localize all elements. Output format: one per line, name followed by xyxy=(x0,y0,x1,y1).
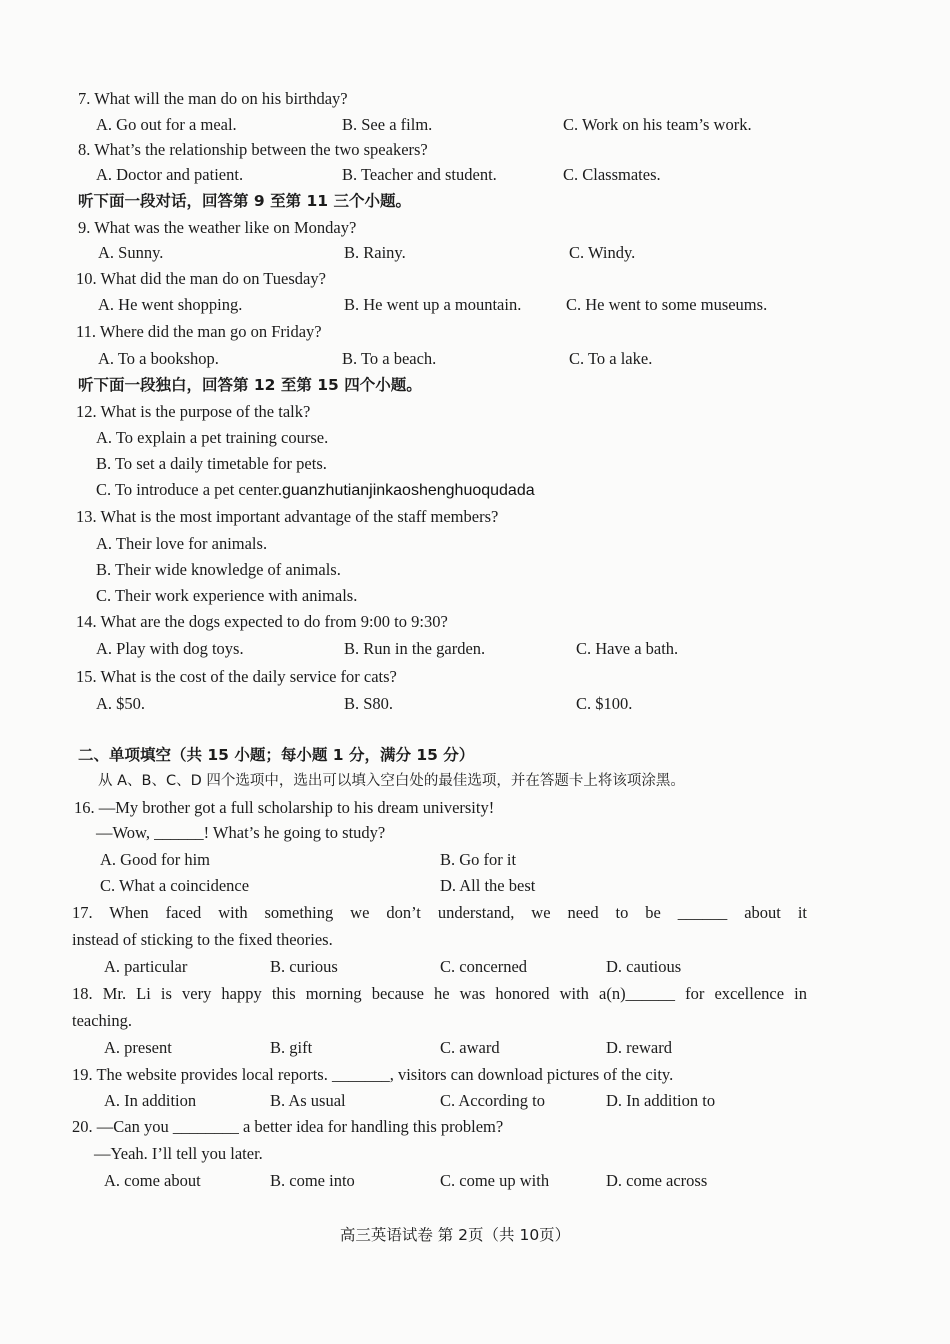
q19-option-b: B. As usual xyxy=(270,1091,346,1110)
q20-line2: —Yeah. I’ll tell you later. xyxy=(94,1144,263,1163)
q17-option-b: B. curious xyxy=(270,957,338,976)
q11-option-b: B. To a beach. xyxy=(342,349,437,368)
q19-option-a: A. In addition xyxy=(104,1091,197,1110)
q12-option-c-text: C. To introduce a pet center. xyxy=(96,480,282,499)
q15-stem: 15. What is the cost of the daily service for cats? xyxy=(76,667,397,686)
q12-option-c xyxy=(96,480,535,501)
q16-option-b: B. Go for it xyxy=(440,850,517,869)
q17-line2: instead of sticking to the fixed theories. xyxy=(72,930,333,949)
q13-option-c: C. Their work experience with animals. xyxy=(96,586,358,605)
q16-option-d: D. All the best xyxy=(440,876,536,895)
q14-stem: 14. What are the dogs expected to do from 9:00 to 9:30? xyxy=(76,612,448,631)
q15-option-c: C. $100. xyxy=(576,694,633,713)
watermark-text: guanzhutianjinkaoshenghuoqudada xyxy=(281,482,535,499)
q19-line1: 19. The website provides local reports. _______, visitors can download pictures of the city. xyxy=(72,1065,674,1084)
q18-line1: 18. Mr. Li is very happy this morning because he was honored with a(n)______ for excellence in xyxy=(72,984,807,1003)
q14-option-c: C. Have a bath. xyxy=(576,639,679,658)
q9-option-c: C. Windy. xyxy=(569,243,636,262)
q12-option-b: B. To set a daily timetable for pets. xyxy=(96,454,327,473)
q7-option-c: C. Work on his team’s work. xyxy=(563,115,752,134)
q20-line1: 20. —Can you ________ a better idea for handling this problem? xyxy=(72,1117,504,1136)
q10-option-b: B. He went up a mountain. xyxy=(344,295,522,314)
q14-option-a: A. Play with dog toys. xyxy=(96,639,244,658)
q16-line2: —Wow, ______! What’s he going to study? xyxy=(96,823,386,842)
page-footer: 高三英语试卷 第 2页（共 10页） xyxy=(339,1226,571,1244)
q20-option-d: D. come across xyxy=(606,1171,708,1190)
q15-option-b: B. S80. xyxy=(344,694,394,713)
q17-option-c: C. concerned xyxy=(440,957,528,976)
q9-option-b: B. Rainy. xyxy=(344,243,406,262)
q18-option-a: A. present xyxy=(104,1038,172,1057)
q7-stem: 7. What will the man do on his birthday? xyxy=(78,89,348,108)
q20-option-b: B. come into xyxy=(270,1171,355,1190)
q18-option-d: D. reward xyxy=(606,1038,672,1057)
q8-option-a: A. Doctor and patient. xyxy=(96,165,244,184)
instruction-9-11: 听下面一段对话，回答第 9 至第 11 三个小题。 xyxy=(78,192,411,210)
q15-option-a: A. $50. xyxy=(96,694,146,713)
q13-stem: 13. What is the most important advantage of the staff members? xyxy=(76,507,499,526)
section2-title: 二、单项填空（共 15 小题；每小题 1 分，满分 15 分） xyxy=(78,746,475,764)
q8-option-c: C. Classmates. xyxy=(563,165,661,184)
q16-line1: 16. —My brother got a full scholarship to his dream university! xyxy=(74,798,495,817)
q10-option-c: C. He went to some museums. xyxy=(566,295,768,314)
q9-stem: 9. What was the weather like on Monday? xyxy=(78,218,357,237)
q20-option-c: C. come up with xyxy=(440,1171,550,1190)
q17-option-d: D. cautious xyxy=(606,957,682,976)
q11-stem: 11. Where did the man go on Friday? xyxy=(76,322,322,341)
q12-stem: 12. What is the purpose of the talk? xyxy=(76,402,311,421)
q10-option-a: A. He went shopping. xyxy=(98,295,243,314)
q7-option-a: A. Go out for a meal. xyxy=(96,115,237,134)
q16-option-c: C. What a coincidence xyxy=(100,876,250,895)
q14-option-b: B. Run in the garden. xyxy=(344,639,486,658)
q17-option-a: A. particular xyxy=(104,957,188,976)
q19-option-d: D. In addition to xyxy=(606,1091,716,1110)
q18-option-c: C. award xyxy=(440,1038,500,1057)
q13-option-b: B. Their wide knowledge of animals. xyxy=(96,560,341,579)
q9-option-a: A. Sunny. xyxy=(98,243,164,262)
q7-option-b: B. See a film. xyxy=(342,115,433,134)
q18-option-b: B. gift xyxy=(270,1038,313,1057)
section2-instruction: 从 A、B、C、D 四个选项中，选出可以填入空白处的最佳选项，并在答题卡上将该项涂黑。 xyxy=(98,773,685,789)
q18-line2: teaching. xyxy=(72,1011,133,1030)
q8-option-b: B. Teacher and student. xyxy=(342,165,497,184)
instruction-12-15: 听下面一段独白，回答第 12 至第 15 四个小题。 xyxy=(78,376,422,394)
q11-option-a: A. To a bookshop. xyxy=(98,349,219,368)
q12-option-a: A. To explain a pet training course. xyxy=(96,428,329,447)
q16-option-a: A. Good for him xyxy=(100,850,210,869)
q13-option-a: A. Their love for animals. xyxy=(96,534,268,553)
q10-stem: 10. What did the man do on Tuesday? xyxy=(76,269,326,288)
q17-line1: 17. When faced with something we don’t understand, we need to be ______ about it xyxy=(72,903,807,922)
q19-option-c: C. According to xyxy=(440,1091,545,1110)
q20-option-a: A. come about xyxy=(104,1171,201,1190)
q11-option-c: C. To a lake. xyxy=(569,349,653,368)
q8-stem: 8. What’s the relationship between the two speakers? xyxy=(78,140,428,159)
